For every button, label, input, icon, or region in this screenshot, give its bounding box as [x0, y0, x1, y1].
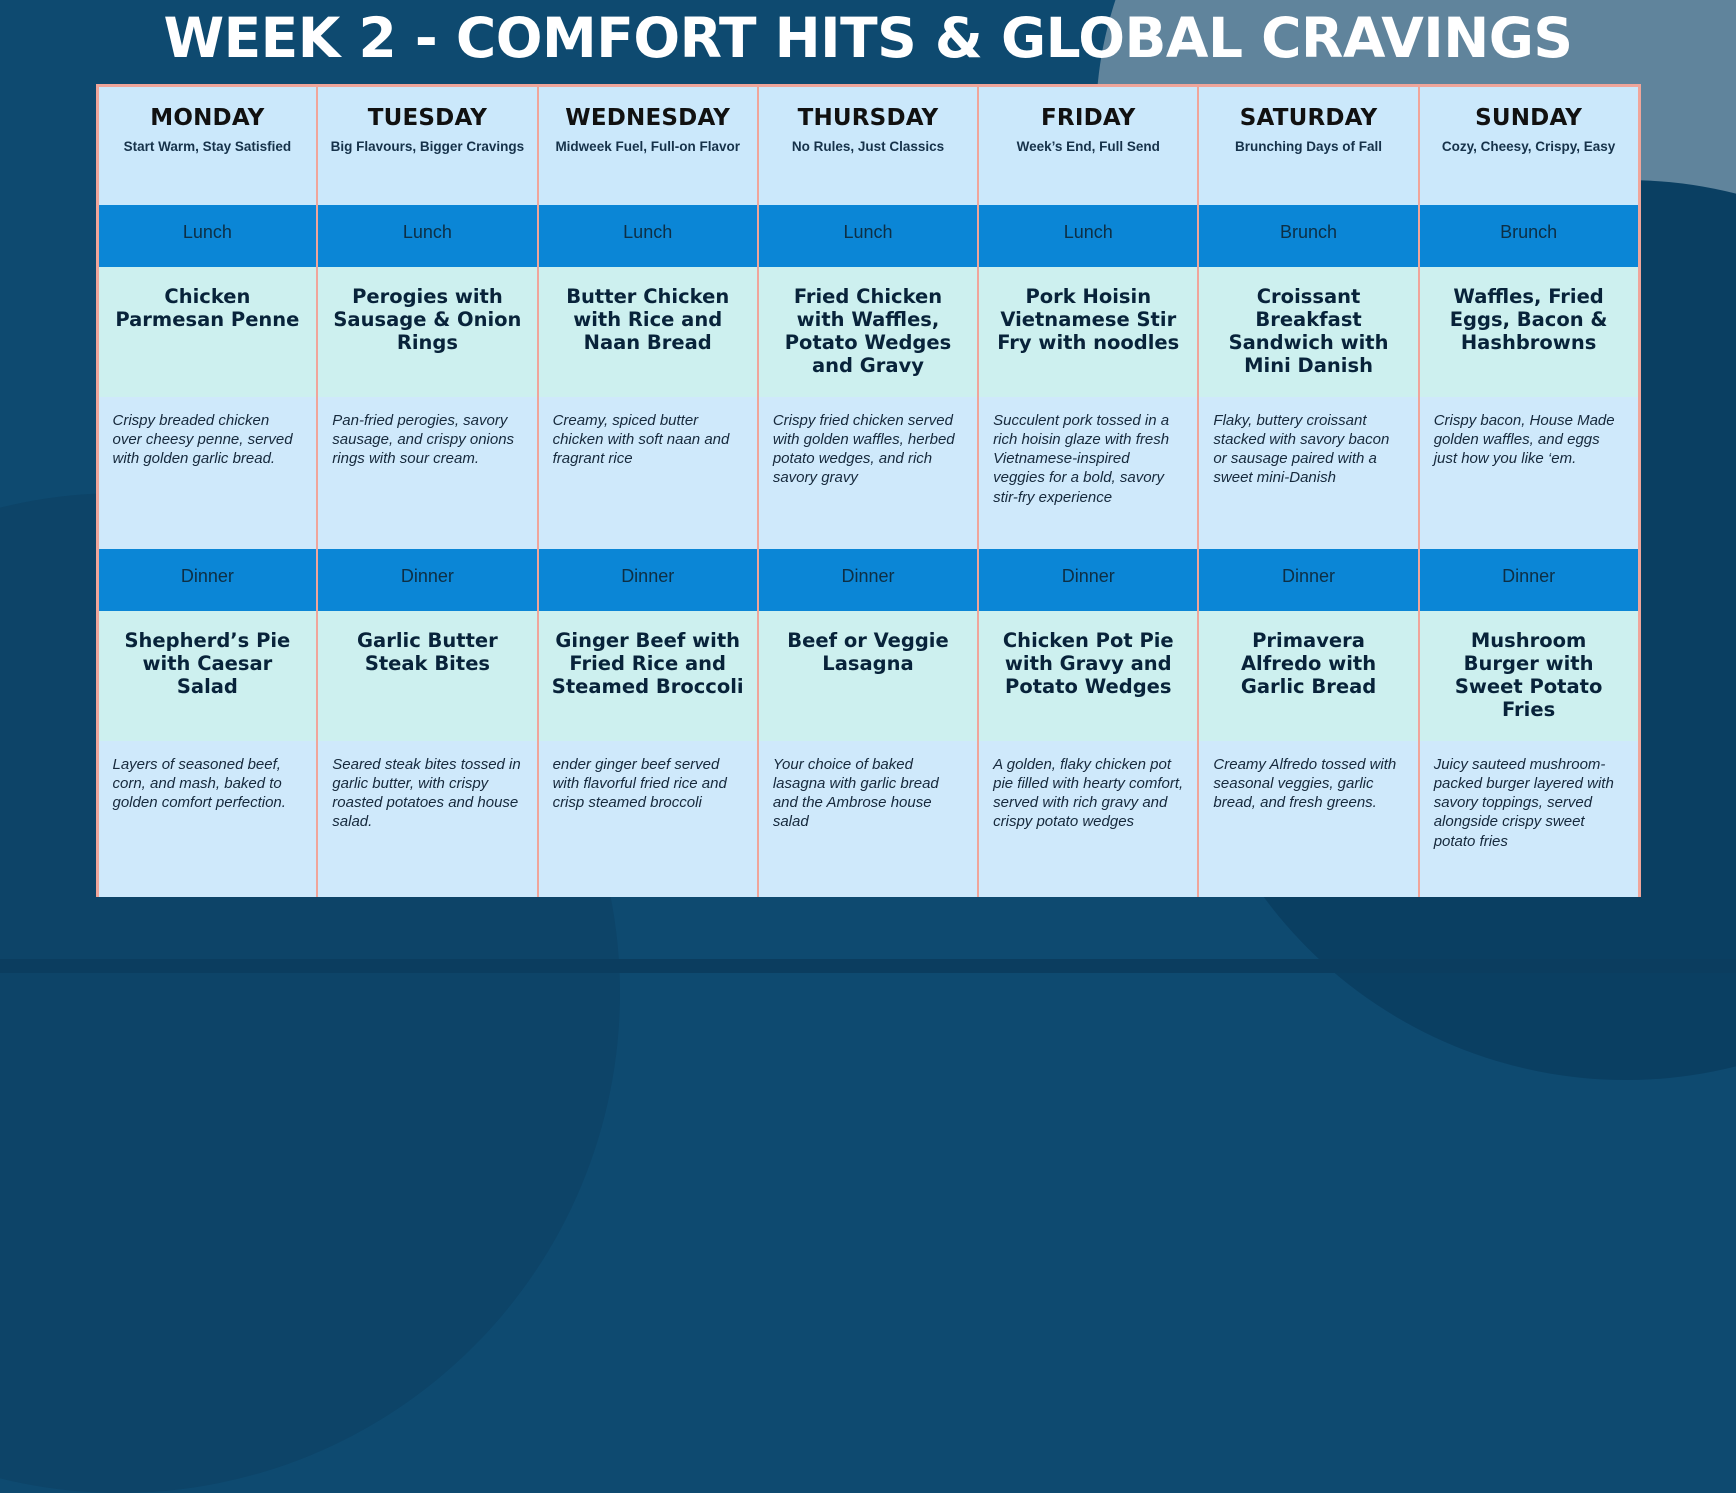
table-row-dinner-labels — [97, 549, 1639, 611]
meal-label-tuesday-lunch: Lunch — [317, 205, 537, 267]
day-header-thursday — [758, 87, 978, 205]
menu-table — [96, 87, 1641, 897]
description-friday-lunch: Succulent pork tossed in a rich hoisin glaze with fresh Vietnamese-inspired veggies for a bold, savory stir-fry experience — [978, 397, 1198, 549]
day-tagline-saturday: Brunching Days of Fall — [1235, 138, 1383, 154]
meal-label-monday-lunch: Lunch — [97, 205, 317, 267]
dish-sunday-brunch: Waffles, Fried Eggs, Bacon & Hashbrowns — [1419, 267, 1639, 397]
day-tagline-friday: Week’s End, Full Send — [1016, 138, 1160, 154]
description-monday-lunch: Crispy breaded chicken over cheesy penne, served with golden garlic bread. — [97, 397, 317, 549]
description-thursday-lunch: Crispy fried chicken served with golden waffles, herbed potato wedges, and rich savory gravy — [758, 397, 978, 549]
dish-monday-dinner: Shepherd’s Pie with Caesar Salad — [97, 611, 317, 741]
description-sunday-dinner: Juicy sauteed mushroom-packed burger layered with savory toppings, served alongside crispy sweet potato fries — [1419, 741, 1639, 897]
day-name-tuesday: TUESDAY — [367, 104, 488, 131]
day-tagline-monday: Start Warm, Stay Satisfied — [123, 138, 292, 154]
description-tuesday-lunch: Pan-fried perogies, savory sausage, and crispy onions rings with sour cream. — [317, 397, 537, 549]
day-header-wednesday — [538, 87, 758, 205]
description-saturday-dinner: Creamy Alfredo tossed with seasonal veggies, garlic bread, and fresh greens. — [1198, 741, 1418, 897]
table-row-lunch-labels — [97, 205, 1639, 267]
description-friday-dinner: A golden, flaky chicken pot pie filled with hearty comfort, served with rich gravy and crispy potato wedges — [978, 741, 1198, 897]
description-thursday-dinner: Your choice of baked lasagna with garlic bread and the Ambrose house salad — [758, 741, 978, 897]
meal-label-sunday-dinner: Dinner — [1419, 549, 1639, 611]
dish-thursday-dinner: Beef or Veggie Lasagna — [758, 611, 978, 741]
day-header-friday — [978, 87, 1198, 205]
description-tuesday-dinner: Seared steak bites tossed in garlic butter, with crispy roasted potatoes and house salad. — [317, 741, 537, 897]
day-name-sunday: SUNDAY — [1475, 104, 1583, 131]
dish-wednesday-lunch: Butter Chicken with Rice and Naan Bread — [538, 267, 758, 397]
meal-label-saturday-dinner: Dinner — [1198, 549, 1418, 611]
description-saturday-brunch: Flaky, buttery croissant stacked with savory bacon or sausage paired with a sweet mini-Danish — [1198, 397, 1418, 549]
day-tagline-sunday: Cozy, Cheesy, Crispy, Easy — [1441, 138, 1616, 154]
table-row-lunch-descriptions — [97, 397, 1639, 549]
meal-label-wednesday-dinner: Dinner — [538, 549, 758, 611]
description-wednesday-lunch: Creamy, spiced butter chicken with soft naan and fragrant rice — [538, 397, 758, 549]
dish-friday-dinner: Chicken Pot Pie with Gravy and Potato Wedges — [978, 611, 1198, 741]
meal-label-tuesday-dinner: Dinner — [317, 549, 537, 611]
day-tagline-thursday: No Rules, Just Classics — [791, 138, 945, 154]
meal-label-monday-dinner: Dinner — [97, 549, 317, 611]
day-name-saturday: SATURDAY — [1239, 104, 1378, 131]
dish-sunday-dinner: Mushroom Burger with Sweet Potato Fries — [1419, 611, 1639, 741]
day-name-thursday: THURSDAY — [797, 104, 939, 131]
day-name-wednesday: WEDNESDAY — [565, 104, 731, 131]
dish-thursday-lunch: Fried Chicken with Waffles, Potato Wedges and Gravy — [758, 267, 978, 397]
day-header-saturday — [1198, 87, 1418, 205]
day-name-friday: FRIDAY — [1041, 104, 1136, 131]
day-tagline-tuesday: Big Flavours, Bigger Cravings — [330, 138, 525, 154]
table-row-day-headers — [97, 87, 1639, 205]
page-title: WEEK 2 - COMFORT HITS & GLOBAL CRAVINGS — [163, 6, 1573, 70]
description-sunday-brunch: Crispy bacon, House Made golden waffles, and eggs just how you like ‘em. — [1419, 397, 1639, 549]
meal-label-friday-dinner: Dinner — [978, 549, 1198, 611]
meal-label-thursday-dinner: Dinner — [758, 549, 978, 611]
day-name-monday: MONDAY — [150, 104, 265, 131]
dish-friday-lunch: Pork Hoisin Vietnamese Stir Fry with noodles — [978, 267, 1198, 397]
meal-label-wednesday-lunch: Lunch — [538, 205, 758, 267]
day-header-sunday — [1419, 87, 1639, 205]
description-monday-dinner: Layers of seasoned beef, corn, and mash, baked to golden comfort perfection. — [97, 741, 317, 897]
dish-saturday-brunch: Croissant Breakfast Sandwich with Mini Danish — [1198, 267, 1418, 397]
day-header-monday — [97, 87, 317, 205]
dish-tuesday-dinner: Garlic Butter Steak Bites — [317, 611, 537, 741]
meal-label-thursday-lunch: Lunch — [758, 205, 978, 267]
meal-label-sunday-brunch: Brunch — [1419, 205, 1639, 267]
dish-monday-lunch: Chicken Parmesan Penne — [97, 267, 317, 397]
day-header-tuesday — [317, 87, 537, 205]
meal-label-saturday-brunch: Brunch — [1198, 205, 1418, 267]
table-row-dinner-descriptions — [97, 741, 1639, 897]
dish-tuesday-lunch: Perogies with Sausage & Onion Rings — [317, 267, 537, 397]
table-row-dinner-dishes — [97, 611, 1639, 741]
day-tagline-wednesday: Midweek Fuel, Full-on Flavor — [555, 138, 740, 154]
meal-label-friday-lunch: Lunch — [978, 205, 1198, 267]
description-wednesday-dinner: ender ginger beef served with flavorful fried rice and crisp steamed broccoli — [538, 741, 758, 897]
weekly-menu-grid — [96, 84, 1641, 897]
dish-wednesday-dinner: Ginger Beef with Fried Rice and Steamed Broccoli — [538, 611, 758, 741]
dish-saturday-dinner: Primavera Alfredo with Garlic Bread — [1198, 611, 1418, 741]
table-row-lunch-dishes — [97, 267, 1639, 397]
